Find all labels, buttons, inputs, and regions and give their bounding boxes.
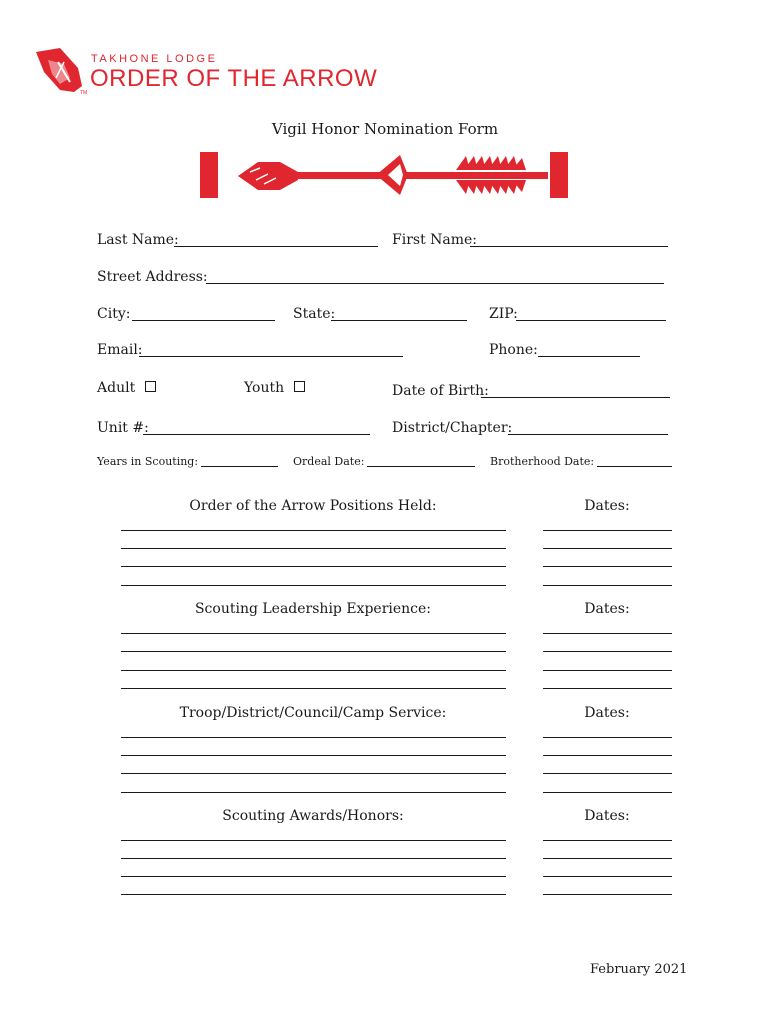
brotherhood-field[interactable]	[597, 466, 672, 467]
state-label: State:	[293, 306, 336, 322]
entry-line[interactable]	[121, 773, 506, 774]
entry-line[interactable]	[121, 876, 506, 877]
date-line[interactable]	[543, 840, 672, 841]
section-dates-label: Dates:	[584, 498, 630, 514]
entry-line[interactable]	[121, 792, 506, 793]
city-field[interactable]	[132, 320, 275, 321]
street-address-field[interactable]	[206, 283, 664, 284]
youth-label: Youth	[244, 380, 285, 396]
entry-line[interactable]	[121, 530, 506, 531]
years-label: Years in Scouting:	[97, 455, 199, 468]
youth-checkbox[interactable]	[294, 381, 305, 392]
entry-line[interactable]	[121, 755, 506, 756]
first-name-label: First Name:	[392, 232, 478, 248]
ordeal-label: Ordeal Date:	[293, 455, 365, 468]
entry-line[interactable]	[121, 688, 506, 689]
email-label: Email:	[97, 342, 143, 358]
date-line[interactable]	[543, 792, 672, 793]
date-line[interactable]	[543, 755, 672, 756]
district-field[interactable]	[508, 434, 668, 435]
zip-field[interactable]	[516, 320, 666, 321]
adult-checkbox[interactable]	[145, 381, 156, 392]
brand-name: ORDER OF THE ARROW	[90, 65, 378, 92]
phone-field[interactable]	[538, 356, 640, 357]
date-line[interactable]	[543, 876, 672, 877]
section-heading: Troop/District/Council/Camp Service:	[179, 705, 447, 721]
street-address-label: Street Address:	[97, 269, 208, 285]
entry-line[interactable]	[121, 858, 506, 859]
date-line[interactable]	[543, 548, 672, 549]
unit-label: Unit #:	[97, 420, 149, 436]
date-line[interactable]	[543, 633, 672, 634]
lodge-name: TAKHONE LODGE	[91, 53, 218, 65]
dob-label: Date of Birth:	[392, 383, 489, 399]
entry-line[interactable]	[121, 737, 506, 738]
footer-date: February 2021	[590, 962, 688, 977]
city-label: City:	[97, 306, 131, 322]
dob-field[interactable]	[481, 397, 670, 398]
entry-line[interactable]	[121, 840, 506, 841]
first-name-field[interactable]	[470, 246, 668, 247]
last-name-label: Last Name:	[97, 232, 179, 248]
zip-label: ZIP:	[489, 306, 518, 322]
last-name-field[interactable]	[174, 246, 378, 247]
section-dates-label: Dates:	[584, 601, 630, 617]
section-dates-label: Dates:	[584, 808, 630, 824]
page-title: Vigil Honor Nomination Form	[271, 120, 499, 138]
date-line[interactable]	[543, 670, 672, 671]
date-line[interactable]	[543, 773, 672, 774]
ordeal-field[interactable]	[367, 466, 475, 467]
section-heading: Scouting Leadership Experience:	[194, 601, 432, 617]
entry-line[interactable]	[121, 633, 506, 634]
date-line[interactable]	[543, 858, 672, 859]
section-heading: Order of the Arrow Positions Held:	[189, 498, 437, 514]
date-line[interactable]	[543, 688, 672, 689]
arrow-graphic-icon	[198, 150, 572, 202]
entry-line[interactable]	[121, 894, 506, 895]
date-line[interactable]	[543, 737, 672, 738]
years-field[interactable]	[201, 466, 278, 467]
date-line[interactable]	[543, 566, 672, 567]
date-line[interactable]	[543, 651, 672, 652]
phone-label: Phone:	[489, 342, 538, 358]
entry-line[interactable]	[121, 566, 506, 567]
district-label: District/Chapter:	[392, 420, 513, 436]
state-field[interactable]	[331, 320, 467, 321]
unit-field[interactable]	[143, 434, 370, 435]
youth-option	[244, 380, 305, 396]
entry-line[interactable]	[121, 670, 506, 671]
entry-line[interactable]	[121, 585, 506, 586]
section-dates-label: Dates:	[584, 705, 630, 721]
entry-line[interactable]	[121, 548, 506, 549]
email-field[interactable]	[139, 356, 403, 357]
adult-option	[97, 380, 156, 396]
adult-label: Adult	[97, 380, 136, 396]
entry-line[interactable]	[121, 651, 506, 652]
brotherhood-label: Brotherhood Date:	[490, 455, 595, 468]
trademark: TM	[80, 90, 88, 96]
arrowhead-logo-icon	[34, 46, 86, 96]
date-line[interactable]	[543, 530, 672, 531]
section-heading: Scouting Awards/Honors:	[222, 808, 404, 824]
date-line[interactable]	[543, 585, 672, 586]
date-line[interactable]	[543, 894, 672, 895]
